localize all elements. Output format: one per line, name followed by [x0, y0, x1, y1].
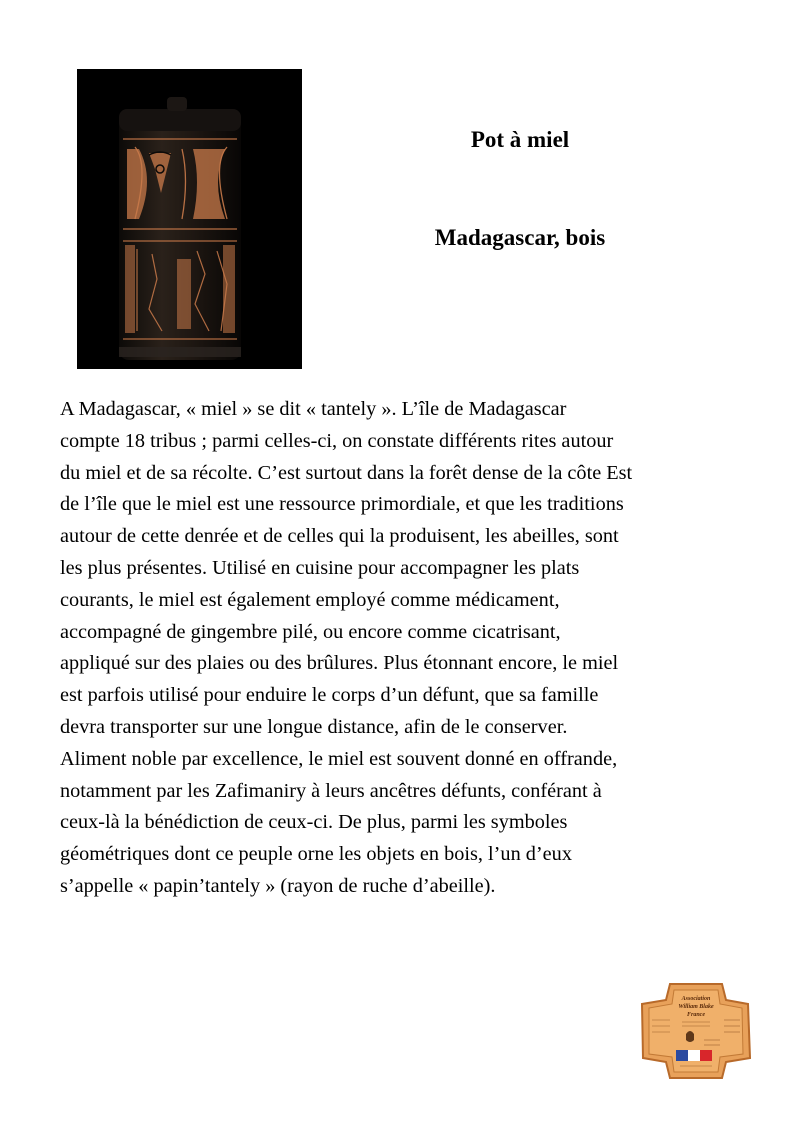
text-line: est parfois utilisé pour enduire le corps d’un défunt, que sa famille	[60, 684, 599, 707]
text-line: courants, le miel est également employé comme médicament,	[60, 588, 560, 611]
text-line: les plus présentes. Utilisé en cuisine pour accompagner les plats	[60, 556, 580, 579]
page-title: Pot à miel	[470, 127, 570, 152]
svg-text:Association: Association	[681, 996, 711, 1002]
svg-text:France: France	[687, 1012, 705, 1018]
text-line: Aliment noble par excellence, le miel est souvent donné en offrande,	[60, 747, 618, 770]
svg-text:William Blake: William Blake	[678, 1004, 714, 1010]
text-line: ceux-là la bénédiction de ceux-ci. De plus, parmi les symboles	[60, 811, 568, 834]
text-line: s’appelle « papin’tantely » (rayon de ruche d’abeille).	[60, 874, 496, 897]
honey-pot-photo	[77, 69, 302, 369]
text-line: A Madagascar, « miel » se dit « tantely ». L’île de Madagascar	[60, 398, 567, 420]
text-line: notamment par les Zafimaniry à leurs ancêtres défunts, conférant à	[60, 779, 602, 802]
description-text	[60, 394, 750, 903]
text-line: géométriques dont ce peuple orne les objets en bois, l’un d’eux	[60, 843, 572, 866]
text-line: du miel et de sa récolte. C’est surtout dans la forêt dense de la côte Est	[60, 461, 633, 484]
association-seal-icon	[640, 982, 752, 1080]
page-subtitle: Madagascar, bois	[434, 225, 606, 250]
association-logo	[640, 982, 752, 1080]
text-line: compte 18 tribus ; parmi celles-ci, on constate différents rites autour	[60, 429, 614, 452]
text-line: devra transporter sur une longue distance, afin de le conserver.	[60, 715, 568, 738]
text-line: autour de cette denrée et de celles qui la produisent, les abeilles, sont	[60, 525, 619, 548]
text-line: appliqué sur des plaies ou des brûlures. Plus étonnant encore, le miel	[60, 652, 619, 675]
honey-pot-illustration	[77, 69, 302, 369]
text-line: de l’île que le miel est une ressource primordiale, et que les traditions	[60, 493, 624, 516]
text-line: accompagné de gingembre pilé, ou encore comme cicatrisant,	[60, 620, 561, 643]
